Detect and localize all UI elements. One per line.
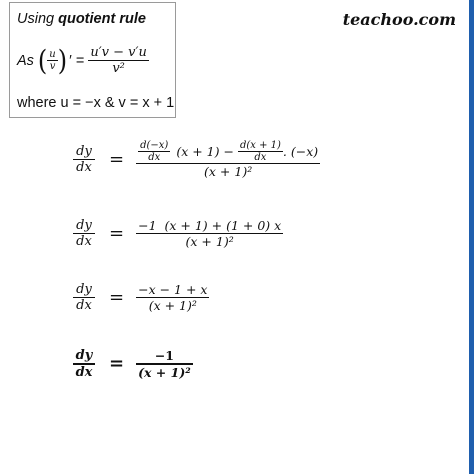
dy-dx (73, 144, 95, 175)
step-3-numerator: −x − 1 + x (138, 282, 208, 297)
step-4-result (73, 348, 193, 380)
dy-dx (73, 348, 95, 380)
d1-den: dx (148, 152, 161, 163)
rule-heading (17, 11, 146, 27)
step-4-numerator: −1 (154, 348, 174, 363)
equals-sign: = (109, 353, 125, 375)
d2-num: d(x + 1) (239, 140, 281, 151)
dy-dx (73, 218, 95, 249)
step-3-denominator: (x + 1)² (148, 298, 197, 313)
where-clause: where u = −x & v = x + 1 (17, 95, 175, 111)
d2-den: dx (254, 152, 267, 163)
term-2: . (−x) (282, 144, 319, 159)
step-2-numerator: −1 (x + 1) + (1 + 0) x (138, 218, 282, 233)
equals-sign: = (109, 223, 125, 244)
u-over-v (47, 49, 57, 72)
dy-dx (73, 282, 95, 313)
step-1-denominator: (x + 1)² (204, 164, 253, 179)
quotient-numerator: u′v − v′u (90, 45, 147, 60)
step-1-fraction (136, 140, 320, 179)
step-2-fraction (136, 218, 283, 249)
accent-bar (469, 0, 474, 474)
quotient-formula (88, 45, 149, 76)
dy: dy (76, 218, 92, 233)
d-x-plus-1-dx (238, 140, 283, 163)
brand-logo: teachoo.com (342, 10, 456, 29)
as-label: As (17, 52, 34, 69)
step-4-denominator: (x + 1)² (138, 364, 191, 380)
equals-sign: = (109, 149, 125, 170)
dx: dx (76, 160, 92, 175)
v-symbol: v (49, 61, 56, 72)
close-paren: ) (57, 44, 68, 77)
dy: dy (76, 144, 92, 159)
step-1 (73, 140, 320, 179)
dy: dy (75, 348, 93, 363)
quotient-denominator: v² (112, 61, 125, 76)
step-1-numerator (136, 140, 320, 163)
prime-equals: ′ = (69, 52, 85, 69)
rule-heading-prefix: Using (17, 11, 59, 27)
step-3 (73, 282, 209, 313)
d-neg-x-dx (138, 140, 170, 163)
dx: dx (75, 364, 93, 380)
equals-sign: = (109, 287, 125, 308)
dx: dx (76, 298, 92, 313)
open-paren: ( (37, 44, 48, 77)
step-2-denominator: (x + 1)² (185, 234, 234, 249)
u-symbol: u (49, 49, 56, 60)
rule-formula (17, 45, 149, 76)
step-4-fraction (136, 348, 193, 380)
dy: dy (76, 282, 92, 297)
step-3-fraction (136, 282, 209, 313)
term-1: (x + 1) − (176, 144, 234, 159)
step-2 (73, 218, 283, 249)
dx: dx (76, 234, 92, 249)
quotient-rule-box (9, 2, 176, 118)
d1-num: d(−x) (140, 140, 169, 151)
rule-heading-bold: quotient rule (58, 11, 146, 27)
